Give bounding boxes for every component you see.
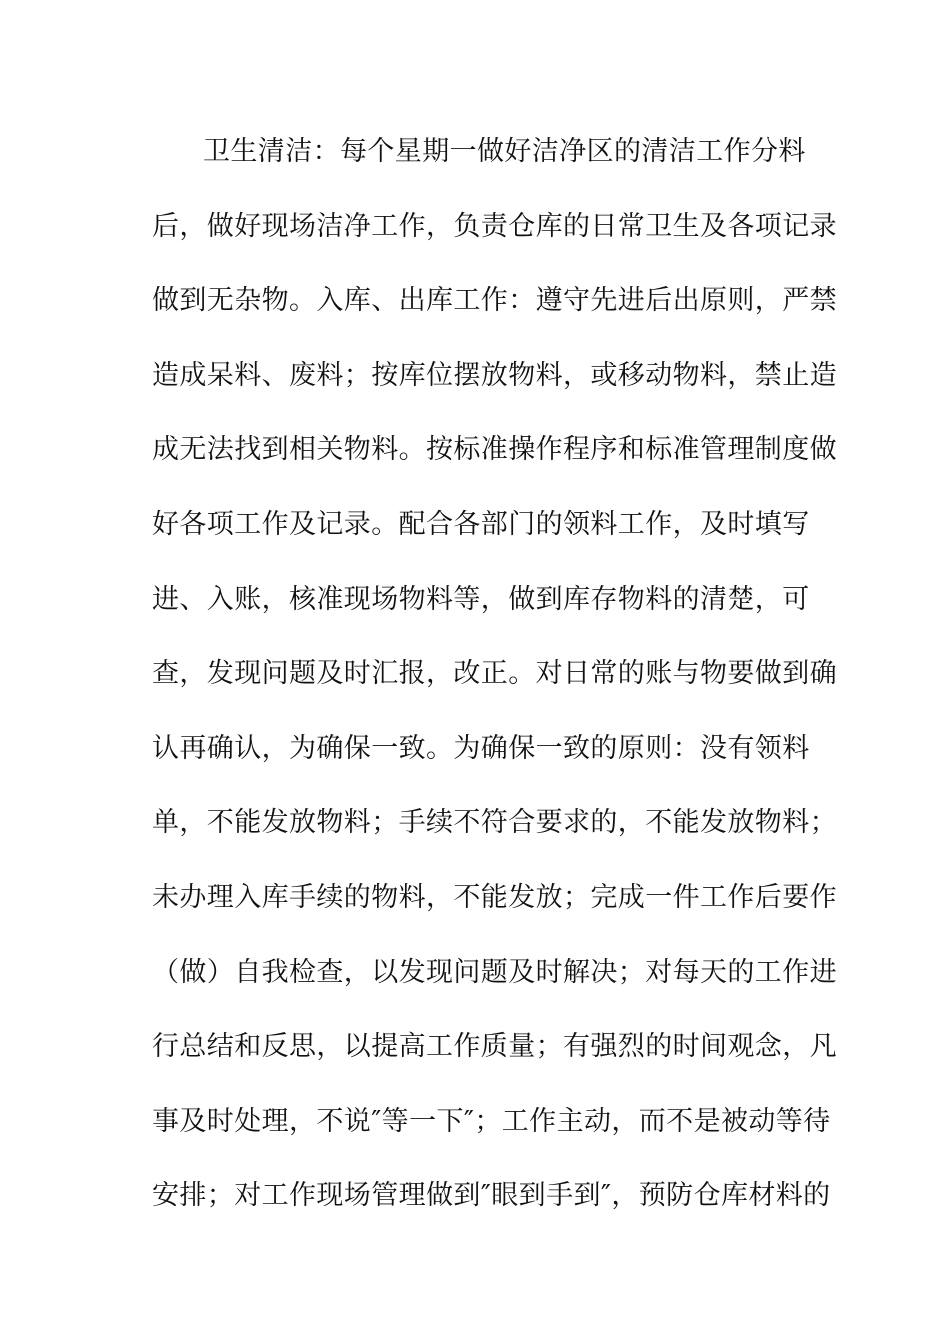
- text-line: 安排；对工作现场管理做到″眼到手到″，预防仓库材料的: [152, 1180, 831, 1212]
- text-line: 成无法找到相关物料。按标准操作程序和标准管理制度做: [152, 434, 837, 466]
- text-line: 做到无杂物。入库、出库工作：遵守先进后出原则，严禁: [152, 285, 837, 317]
- text-line: （做）自我检查，以发现问题及时解决；对每天的工作进: [152, 956, 837, 988]
- text-line: 查，发现问题及时汇报，改正。对日常的账与物要做到确: [152, 658, 837, 690]
- text-line: 单，不能发放物料；手续不符合要求的，不能发放物料；: [152, 807, 837, 839]
- text-line: 后，做好现场洁净工作，负责仓库的日常卫生及各项记录: [152, 210, 837, 242]
- text-line: 卫生清洁：每个星期一做好洁净区的清洁工作分料: [203, 136, 806, 167]
- text-line: 行总结和反思，以提高工作质量；有强烈的时间观念，凡: [152, 1031, 837, 1063]
- text-line: 好各项工作及记录。配合各部门的领料工作，及时填写: [152, 508, 810, 540]
- text-line: 未办理入库手续的物料，不能发放；完成一件工作后要作: [152, 881, 837, 913]
- text-line: 造成呆料、废料；按库位摆放物料，或移动物料，禁止造: [152, 359, 837, 391]
- text-line: 进、入账，核准现场物料等，做到库存物料的清楚，可: [152, 583, 810, 615]
- text-line: 事及时处理，不说″等一下″；工作主动，而不是被动等待: [152, 1105, 831, 1137]
- text-line: 认再确认，为确保一致。为确保一致的原则：没有领料: [152, 732, 810, 764]
- body-paragraph: [152, 128, 837, 1247]
